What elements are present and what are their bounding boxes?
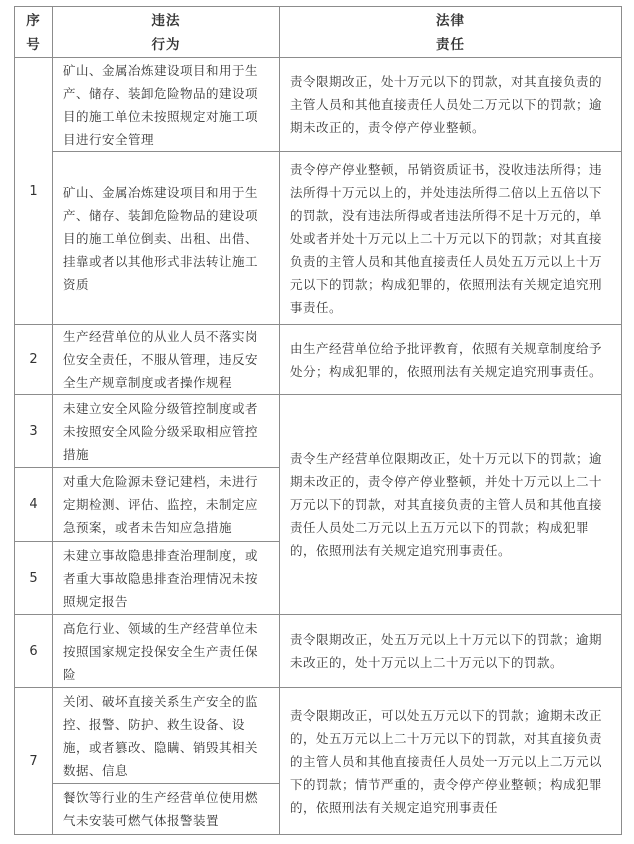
header-act-line1: 违法 xyxy=(151,13,181,29)
row-5-number: 5 xyxy=(14,541,53,615)
header-act-line2: 行为 xyxy=(151,37,181,53)
header-no-cell xyxy=(14,6,53,58)
header-liability-line2: 责任 xyxy=(436,37,465,53)
row-2-liability: 由生产经营单位给予批评教育，依照有关规章制度给予 处分；构成犯罪的，依照刑法有关规定追究刑事责任。 xyxy=(279,324,622,395)
row-1-act-b: 矿山、金属冶炼建设项目和用于生 产、储存、装卸危险物品的建设项 目的施工单位倒卖、出租、出借、 挂靠或者以其他形式非法转让施工 资质 xyxy=(52,151,280,325)
row-4-number: 4 xyxy=(14,467,53,542)
row-2-number: 2 xyxy=(14,324,53,395)
header-no-line2: 号 xyxy=(26,37,41,53)
header-liability-cell xyxy=(279,6,622,58)
rows-3-5-liability: 责令生产经营单位限期改正，处十万元以下的罚款；逾 期未改正的，责令停产停业整顿，并处十万元以上二十 万元以下的罚款，对其直接负责的主管人员和其他直接 责任人员处二万元以上五万元以下的罚款；构成犯罪 的，依照刑法有关规定追究刑事责任。 xyxy=(279,394,622,615)
row-6-act: 高危行业、领域的生产经营单位未 按照国家规定投保安全生产责任保 险 xyxy=(52,614,280,688)
row-7-act-a: 关闭、破坏直接关系生产安全的监 控、报警、防护、救生设备、设 施，或者篡改、隐瞒、销毁其相关 数据、信息 xyxy=(52,687,280,784)
row-4-act: 对重大危险源未登记建档，未进行 定期检测、评估、监控，未制定应 急预案，或者未告知应急措施 xyxy=(52,467,280,542)
header-act-cell xyxy=(52,6,280,58)
header-liability-line1: 法律 xyxy=(436,13,465,29)
row-2-act: 生产经营单位的从业人员不落实岗 位安全责任，不服从管理，违反安 全生产规章制度或者操作规程 xyxy=(52,324,280,395)
row-5-act: 未建立事故隐患排查治理制度，或 者重大事故隐患排查治理情况未按 照规定报告 xyxy=(52,541,280,615)
row-3-act: 未建立安全风险分级管控制度或者 未按照安全风险分级采取相应管控 措施 xyxy=(52,394,280,468)
row-1-liability-b: 责令停产停业整顿，吊销资质证书，没收违法所得；违 法所得十万元以上的，并处违法所得二倍以上五倍以下 的罚款，没有违法所得或者违法所得不足十万元的，单 处或者并处十万元以上二十万元以下的罚款；对其直接 负责的主管人员和其他直接责任人员处五万元以上十万 元以下的罚款；构成犯罪的，依照刑法有关规定追究刑 事责任。 xyxy=(279,151,622,325)
row-7-number: 7 xyxy=(14,687,53,835)
row-1-liability-a: 责令限期改正，处十万元以下的罚款，对其直接负责的 主管人员和其他直接责任人员处二万元以下的罚款；逾 期未改正的，责令停产停业整顿。 xyxy=(279,57,622,152)
row-7-liability: 责令限期改正，可以处五万元以下的罚款；逾期未改正 的，处五万元以上二十万元以下的罚款，对其直接负责 的主管人员和其他直接责任人员处一万元以上二万元以 下的罚款；情节严重的，责令停产停业整顿；构成犯罪 的，依照刑法有关规定追究刑事责任 xyxy=(279,687,622,835)
row-1-number: 1 xyxy=(14,57,53,325)
header-no-line1: 序 xyxy=(26,13,41,29)
row-3-number: 3 xyxy=(14,394,53,468)
row-1-act-a: 矿山、金属冶炼建设项目和用于生 产、储存、装卸危险物品的建设项 目的施工单位未按照规定对施工项 目进行安全管理 xyxy=(52,57,280,152)
row-6-liability: 责令限期改正，处五万元以上十万元以下的罚款；逾期 未改正的，处十万元以上二十万元以下的罚款。 xyxy=(279,614,622,688)
row-7-act-b: 餐饮等行业的生产经营单位使用燃 气未安装可燃气体报警装置 xyxy=(52,783,280,835)
row-6-number: 6 xyxy=(14,614,53,688)
